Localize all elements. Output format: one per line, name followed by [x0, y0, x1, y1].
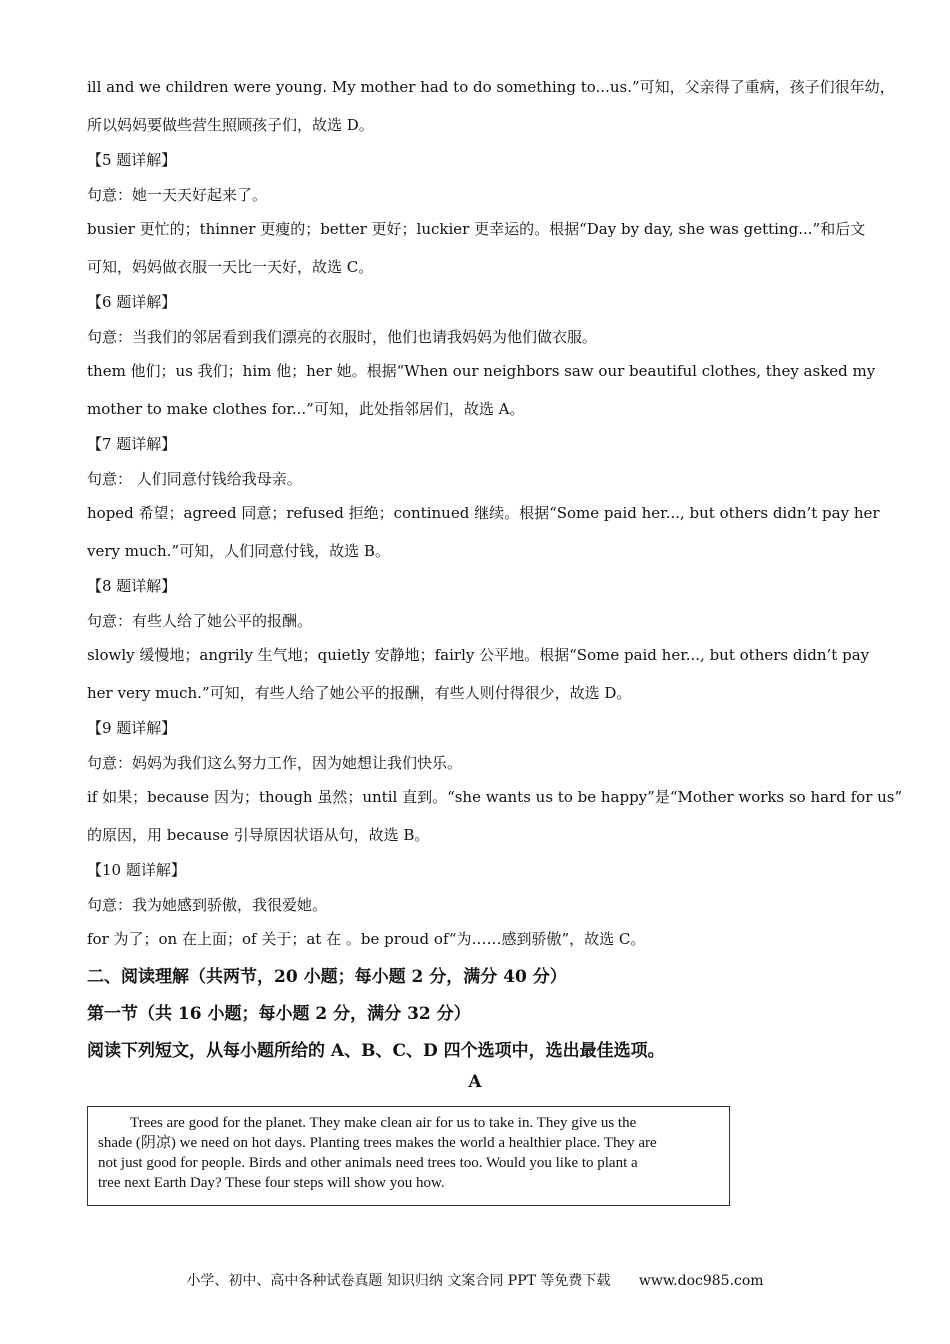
text-line: very much.”可知，人们同意付钱，故选 B。 — [87, 542, 390, 560]
passage-line: tree next Earth Day? These four steps will show you how. — [98, 1175, 445, 1191]
footer-text: 小学、初中、高中各种试卷真题 知识归纳 文案合同 PPT 等免费下载 — [186, 1273, 611, 1289]
question-heading: 【7 题详解】 — [87, 435, 177, 453]
text-line: 句意： 人们同意付钱给我母亲。 — [87, 470, 302, 488]
question-heading: 【8 题详解】 — [87, 577, 177, 595]
text-line: them 他们；us 我们；him 他；her 她。根据“When our neighbors saw our beautiful clothes, they asked my — [87, 362, 876, 380]
passage-line: not just good for people. Birds and other animals need trees too. Would you like to plant a — [98, 1155, 638, 1171]
footer-link[interactable]: www.doc985.com — [638, 1273, 764, 1289]
text-line: slowly 缓慢地；angrily 生气地；quietly 安静地；fairly 公平地。根据“Some paid her..., but others didn’t pay — [87, 646, 870, 664]
text-line: 句意：有些人给了她公平的报酬。 — [87, 612, 313, 630]
question-heading: 【10 题详解】 — [87, 861, 186, 879]
text-line: hoped 希望；agreed 同意；refused 拒绝；continued 继续。根据“Some paid her..., but others didn’t pay her — [87, 504, 880, 522]
text-line: busier 更忙的；thinner 更瘦的；better 更好；luckier 更幸运的。根据“Day by day, she was getting...”和后文 — [87, 220, 866, 238]
text-line: 的原因，用 because 引导原因状语从句，故选 B。 — [87, 826, 430, 844]
text-line: 所以妈妈要做些营生照顾孩子们，故选 D。 — [87, 116, 374, 134]
instructions: 阅读下列短文，从每小题所给的 A、B、C、D 四个选项中，选出最佳选项。 — [87, 1041, 665, 1061]
passage-box — [87, 1106, 730, 1206]
question-heading: 【5 题详解】 — [87, 151, 177, 169]
page-footer — [0, 1270, 950, 1290]
text-line: ill and we children were young. My mother had to do something to...us.”可知，父亲得了重病，孩子们很年幼， — [87, 78, 895, 96]
text-line: 可知，妈妈做衣服一天比一天好，故选 C。 — [87, 258, 374, 276]
text-line: 句意：妈妈为我们这么努力工作，因为她想让我们快乐。 — [87, 754, 463, 772]
text-line: 句意：她一天天好起来了。 — [87, 186, 268, 204]
section-heading: 二、阅读理解（共两节，20 小题；每小题 2 分，满分 40 分） — [87, 967, 567, 987]
text-line: 句意：当我们的邻居看到我们漂亮的衣服时，他们也请我妈妈为他们做衣服。 — [87, 328, 598, 346]
question-heading: 【9 题详解】 — [87, 719, 177, 737]
passage-line: Trees are good for the planet. They make clean air for us to take in. They give us the — [130, 1115, 637, 1131]
text-line: her very much.”可知，有些人给了她公平的报酬，有些人则付得很少，故选 D。 — [87, 684, 632, 702]
text-line: mother to make clothes for...”可知，此处指邻居们，故选 A。 — [87, 400, 525, 418]
passage-line: shade (阴凉) we need on hot days. Planting trees makes the world a healthier place. They are — [98, 1135, 657, 1151]
question-heading: 【6 题详解】 — [87, 293, 177, 311]
text-line: if 如果；because 因为；though 虽然；until 直到。“she wants us to be happy”是“Mother works so hard for us” — [87, 788, 903, 806]
text-line: 句意：我为她感到骄傲，我很爱她。 — [87, 896, 328, 914]
passage-label: A — [468, 1072, 482, 1092]
subsection-heading: 第一节（共 16 小题；每小题 2 分，满分 32 分） — [87, 1004, 471, 1024]
text-line: for 为了；on 在上面；of 关于；at 在 。be proud of“为……感到骄傲”，故选 C。 — [87, 930, 646, 948]
